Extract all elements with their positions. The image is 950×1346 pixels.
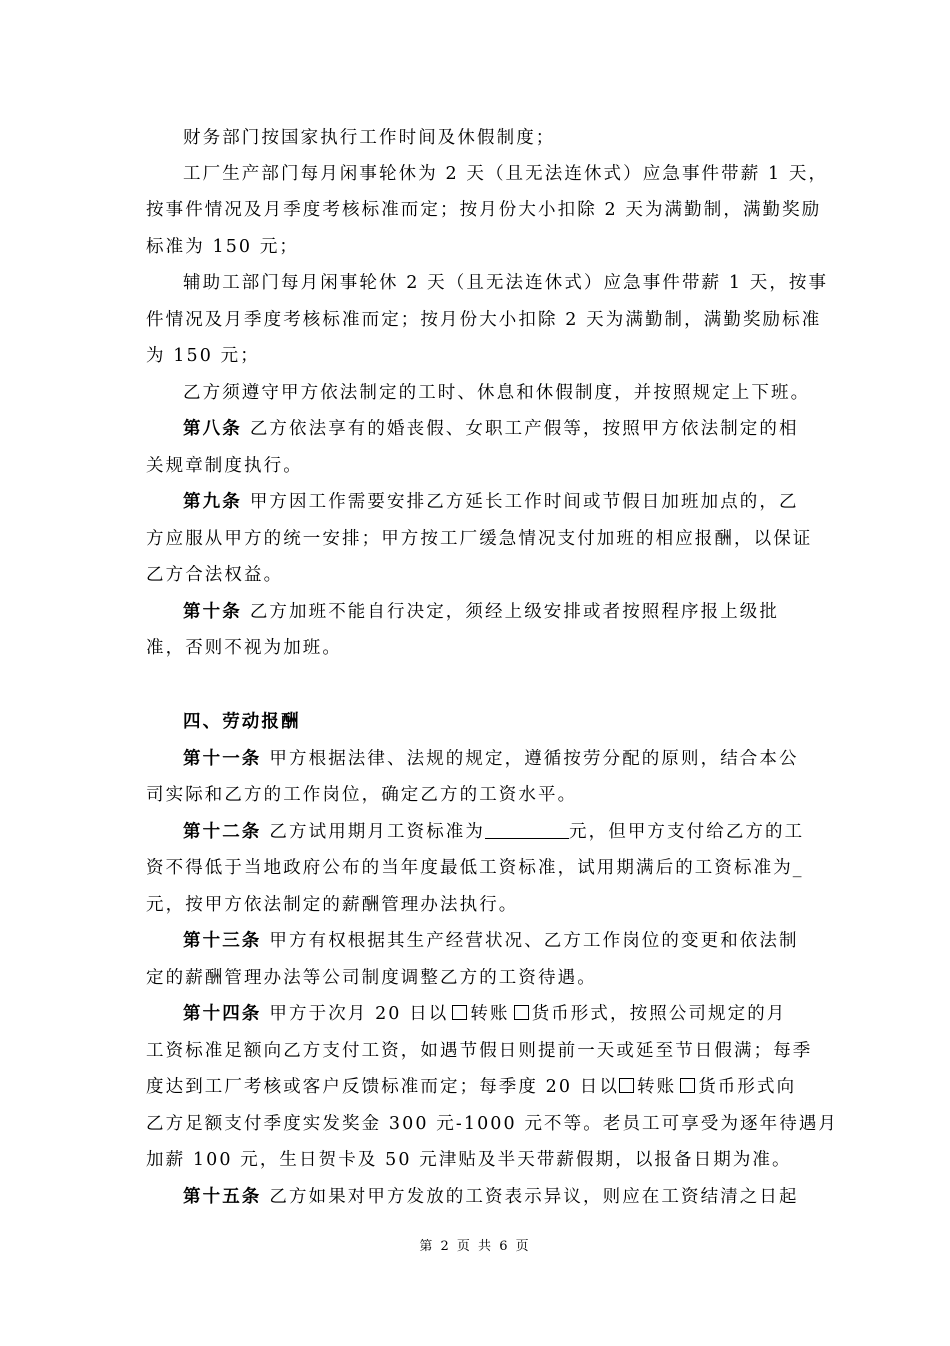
paragraph-line: 乙方合法权益。 [146, 565, 284, 585]
article-label: 第十一条 [183, 749, 262, 769]
paragraph-line: 加薪 100 元，生日贺卡及 50 元津贴及半天带薪假期，以报备日期为准。 [146, 1150, 792, 1170]
article-label: 第八条 [183, 419, 242, 439]
paragraph-line: 工资标准足额向乙方支付工资，如遇节假日则提前一天或延至节日假满；每季 [146, 1041, 813, 1061]
article-text: 乙方如果对甲方发放的工资表示异议，则应在工资结清之日起 [269, 1187, 799, 1207]
cash-checkbox[interactable] [680, 1078, 695, 1093]
paragraph-line: 件情况及月季度考核标准而定；按月份大小扣除 2 天为满勤制，满勤奖励标准 [146, 310, 822, 330]
article-text: 乙方试用期月工资标准为 [269, 822, 486, 842]
article-14-line-3 [146, 1075, 806, 1099]
paragraph-line: 标准为 150 元； [146, 237, 300, 257]
article-15-line [183, 1185, 843, 1209]
article-label: 第十四条 [183, 1004, 262, 1024]
article-8-line [183, 417, 843, 441]
page-footer: 第 2 页 共 6 页 [419, 1239, 531, 1254]
article-14-line [183, 1002, 843, 1026]
article-text: 甲方因工作需要安排乙方延长工作时间或节假日加班加点的，乙 [249, 492, 799, 512]
article-11-line [183, 747, 843, 771]
article-label: 第十五条 [183, 1187, 262, 1207]
section-heading: 四、劳动报酬 [183, 712, 301, 732]
salary-blank-field[interactable] [485, 820, 569, 839]
paragraph-line: 为 150 元； [146, 346, 260, 366]
option-label: 货币形式，按照公司规定的月 [531, 1004, 787, 1024]
paragraph-line: 方应服从甲方的统一安排；甲方按工厂缓急情况支付加班的相应报酬，以保证 [146, 529, 813, 549]
article-9-line [183, 490, 843, 514]
paragraph-line: 工厂生产部门每月闲事轮休为 2 天（且无法连休式）应急事件带薪 1 天， [183, 164, 829, 184]
paragraph-line: 乙方须遵守甲方依法制定的工时、休息和休假制度，并按照规定上下班。 [183, 383, 811, 403]
article-10-line [183, 600, 843, 624]
option-label: 货币形式向 [698, 1077, 797, 1097]
article-text: 度达到工厂考核或客户反馈标准而定；每季度 20 日以 [146, 1077, 619, 1097]
paragraph-line: 资不得低于当地政府公布的当年度最低工资标准，试用期满后的工资标准为_ [146, 858, 804, 878]
article-13-line [183, 929, 843, 953]
transfer-checkbox[interactable] [452, 1005, 467, 1020]
option-label: 转账 [637, 1077, 677, 1097]
paragraph-line: 乙方足额支付季度实发奖金 300 元-1000 元不等。老员工可享受为逐年待遇月 [146, 1114, 839, 1134]
article-text: 元，但甲方支付给乙方的工 [569, 822, 805, 842]
article-label: 第九条 [183, 492, 242, 512]
option-label: 转账 [470, 1004, 510, 1024]
article-label: 第十三条 [183, 931, 262, 951]
paragraph-line: 定的薪酬管理办法等公司制度调整乙方的工资待遇。 [146, 968, 597, 988]
article-text: 乙方加班不能自行决定，须经上级安排或者按照程序报上级批 [249, 602, 780, 622]
paragraph-line: 按事件情况及月季度考核标准而定；按月份大小扣除 2 天为满勤制，满勤奖励 [146, 200, 822, 220]
cash-checkbox[interactable] [514, 1005, 529, 1020]
paragraph-line: 元，按甲方依法制定的薪酬管理办法执行。 [146, 895, 519, 915]
article-12-line [183, 820, 843, 844]
article-text: 甲方根据法律、法规的规定，遵循按劳分配的原则，结合本公 [269, 749, 799, 769]
article-label: 第十二条 [183, 822, 262, 842]
article-text: 乙方依法享有的婚丧假、女职工产假等，按照甲方依法制定的相 [249, 419, 799, 439]
paragraph-line: 准，否则不视为加班。 [146, 638, 342, 658]
transfer-checkbox[interactable] [619, 1078, 634, 1093]
article-text: 甲方有权根据其生产经营状况、乙方工作岗位的变更和依法制 [269, 931, 799, 951]
paragraph-line: 司实际和乙方的工作岗位，确定乙方的工资水平。 [146, 785, 578, 805]
paragraph-line: 财务部门按国家执行工作时间及休假制度； [183, 128, 556, 148]
paragraph-line: 关规章制度执行。 [146, 456, 303, 476]
article-text: 甲方于次月 20 日以 [269, 1004, 449, 1024]
paragraph-line: 辅助工部门每月闲事轮休 2 天（且无法连休式）应急事件带薪 1 天，按事 [183, 273, 829, 293]
article-label: 第十条 [183, 602, 242, 622]
